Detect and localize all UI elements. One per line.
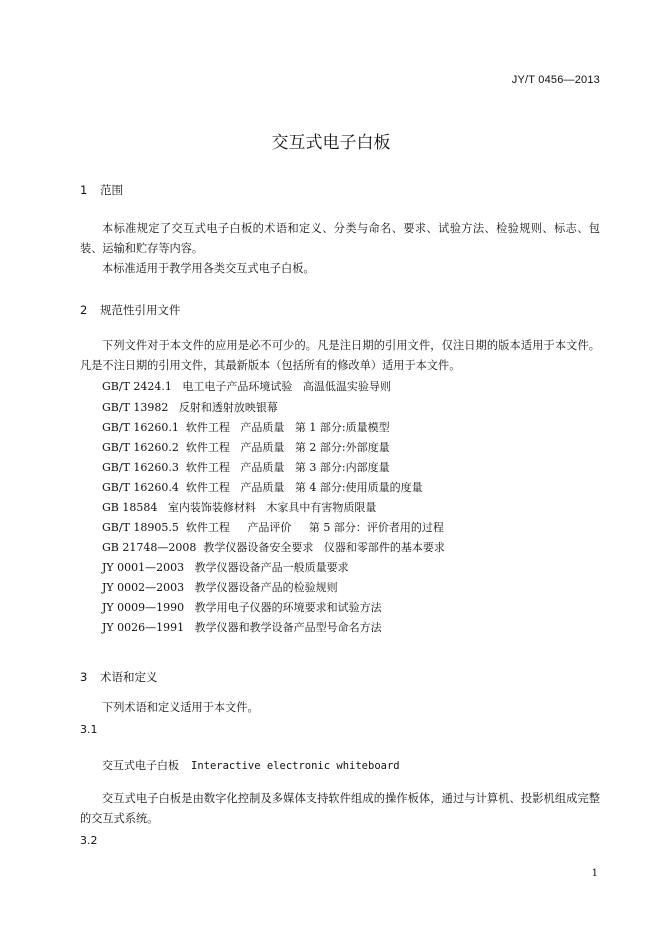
reference-item: GB/T 16260.2 软件工程 产品质量 第 2 部分:外部度量 bbox=[102, 441, 390, 454]
term-english: Interactive electronic whiteboard bbox=[191, 760, 400, 772]
reference-item: GB 21748—2008 教学仪器设备安全要求 仪器和零部件的基本要求 bbox=[102, 541, 445, 554]
reference-item: GB/T 16260.3 软件工程 产品质量 第 3 部分:内部度量 bbox=[102, 461, 390, 474]
reference-item: GB/T 13982 反射和透射放映银幕 bbox=[102, 401, 278, 414]
reference-item: GB/T 18905.5 软件工程 产品评价 第 5 部分：评价者用的过程 bbox=[102, 521, 444, 534]
reference-item: JY 0026—1991 教学仪器和教学设备产品型号命名方法 bbox=[102, 621, 382, 634]
section-heading bbox=[80, 302, 181, 318]
section-number: 1 bbox=[80, 183, 88, 197]
paragraph: 下列术语和定义适用于本文件。 bbox=[102, 701, 259, 714]
term-chinese: 交互式电子白板 bbox=[102, 759, 179, 772]
section-heading bbox=[80, 669, 158, 685]
paragraph: 本标准适用于教学用各类交互式电子白板。 bbox=[102, 262, 315, 275]
reference-item: JY 0001—2003 教学仪器设备产品一般质量要求 bbox=[102, 561, 349, 574]
reference-item: GB 18584 室内装饰装修材料 木家具中有害物质限量 bbox=[102, 501, 377, 514]
section-title: 规范性引用文件 bbox=[100, 303, 181, 317]
reference-item: GB/T 16260.1 软件工程 产品质量 第 1 部分:质量模型 bbox=[102, 421, 390, 434]
reference-item: GB/T 16260.4 软件工程 产品质量 第 4 部分:使用质量的度量 bbox=[102, 481, 423, 494]
term-number: 3.1 bbox=[80, 723, 98, 736]
reference-item: GB/T 2424.1 电工电子产品环境试验 高温低温实验导则 bbox=[102, 380, 391, 393]
document-title: 交互式电子白板 bbox=[271, 133, 391, 153]
section-number: 2 bbox=[80, 303, 88, 317]
paragraph: 本标准规定了交互式电子白板的术语和定义、分类与命名、要求、试验方法、检验规则、标志、包装、运输和贮存等内容。 bbox=[80, 222, 600, 255]
paragraph: 下列文件对于本文件的应用是必不可少的。凡是注日期的引用文件，仅注日期的版本适用于本文件。凡是不注日期的引用文件，其最新版本（包括所有的修改单）适用于本文件。 bbox=[80, 339, 600, 372]
section-number: 3 bbox=[80, 670, 88, 684]
section-heading bbox=[80, 182, 123, 198]
section-title: 范围 bbox=[100, 183, 123, 197]
term-definition: 交互式电子白板是由数字化控制及多媒体支持软件组成的操作板体，通过与计算机、投影机组成完整的交互式系统。 bbox=[80, 792, 600, 825]
term-entry bbox=[102, 757, 400, 773]
page-number: 1 bbox=[591, 868, 598, 879]
section-title: 术语和定义 bbox=[100, 670, 158, 684]
reference-item: JY 0009—1990 教学用电子仪器的环境要求和试验方法 bbox=[102, 601, 382, 614]
term-number: 3.2 bbox=[80, 834, 98, 847]
reference-item: JY 0002—2003 教学仪器设备产品的检验规则 bbox=[102, 581, 338, 594]
standard-code: JY/T 0456—2013 bbox=[511, 74, 600, 86]
